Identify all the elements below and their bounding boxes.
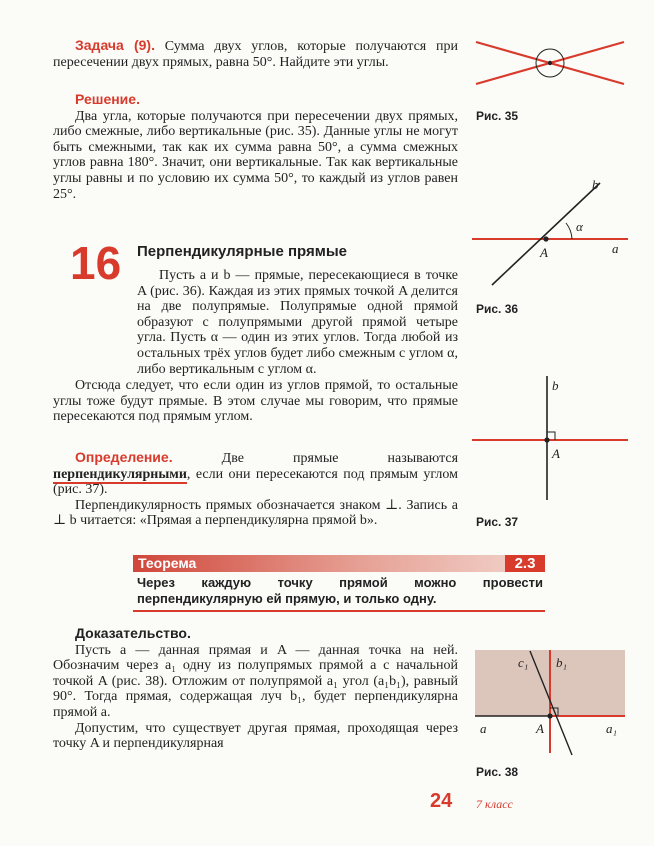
task-block [53,38,458,70]
fig38-label-c1: c₁ [518,655,529,670]
proof-title: Доказательство. [75,625,191,641]
definition-text-after: , если они пересекаются под прямым углом (рис. 37). [53,466,458,498]
section-title: Перпендикулярные прямые [137,243,347,260]
solution-block [53,92,458,202]
theorem-label: Теорема [138,555,197,571]
figure-35 [470,36,630,92]
theorem-text: Через каждую точку прямой можно провести перпендикулярную ей прямую, и только одну. [137,575,543,606]
fig38-label-b1: b₁ [556,655,568,670]
fig37-label-A: A [552,446,560,461]
section-number: 16 [70,237,122,289]
definition-note: Перпендикулярность прямых обозначается знаком ⊥. Запись a ⊥ b читается: «Прямая a перпендикулярна прямой b». [53,497,458,529]
section-p2: Отсюда следует, что если один из углов прямой, то остальные углы тоже будут прямые. В этом случае мы говорим, что прямые пересекаются под прямым углом. [53,378,458,425]
figure-38 [470,645,630,760]
figure-36 [470,175,630,295]
fig38-label-a1: a₁ [606,721,618,736]
task-title: Задача (9). [75,37,155,53]
fig38-label-A: A [536,721,544,736]
section-p1-block [137,268,458,377]
fig37-label-b: b [552,378,559,393]
page-number: 24 [430,790,453,812]
figure-36-caption: Рис. 36 [476,302,519,316]
definition-block [53,450,458,529]
fig38-label-a: a [480,721,487,736]
figure-38-caption: Рис. 38 [476,765,519,779]
solution-text: Два угла, которые получаются при пересечении двух прямых, либо смежные, либо вертикальные (рис. 35). Данные углы не могут быть смежными, так как их сумма равна 50°, а сумма смежных углов равна 180°. Значит, они вертикальные. Так как вертикальные углы равны и по условию их сумма 50°, то каждый из углов равен 25°. [53,108,458,202]
solution-title: Решение. [75,91,140,107]
section-p2-block [53,378,458,425]
figure-35-caption: Рис. 35 [476,109,519,123]
definition-term: перпендикулярными [53,466,187,482]
definition-label: Определение. [75,449,173,465]
proof-block [53,626,458,752]
definition-text-before: Две прямые называются [221,451,459,466]
fig36-label-alpha: α [576,219,583,234]
grade-label: 7 класс [476,797,513,811]
figure-37 [470,372,630,502]
theorem-underline [133,610,545,612]
fig36-label-a: a [612,241,619,256]
proof-p1: Пусть a — данная прямая и A — данная точка на ней. Обозначим через a₁ одну из полупрямых прямой a с начальной точкой A (рис. 38). Отложим от полупрямой a₁ угол (a₁b₁), равный 90°. Тогда прямая, содержащая луч b₁, будет перпендикулярна прямой a. [53,642,458,720]
fig36-label-b: b [592,177,599,192]
task-text: Сумма двух углов, которые получаются при пересечении двух прямых, равна 50°. Найдите эти углы. [53,39,458,70]
section-p1: Пусть a и b — прямые, пересекающиеся в точке A (рис. 36). Каждая из этих прямых точкой A делится на две полупрямые. Полупрямые одной прямой образуют с полупрямыми другой прямой четыре угла. Пусть α — один из этих углов. Тогда любой из остальных трёх углов будет либо смежным с углом α, либо вертикальным с углом α. [137,268,458,377]
figure-37-caption: Рис. 37 [476,515,519,529]
fig36-label-A: A [540,245,548,260]
proof-p2: Допустим, что существует другая прямая, проходящая через точку A и перпендикулярная [53,720,458,752]
theorem-number: 2.3 [505,555,545,572]
